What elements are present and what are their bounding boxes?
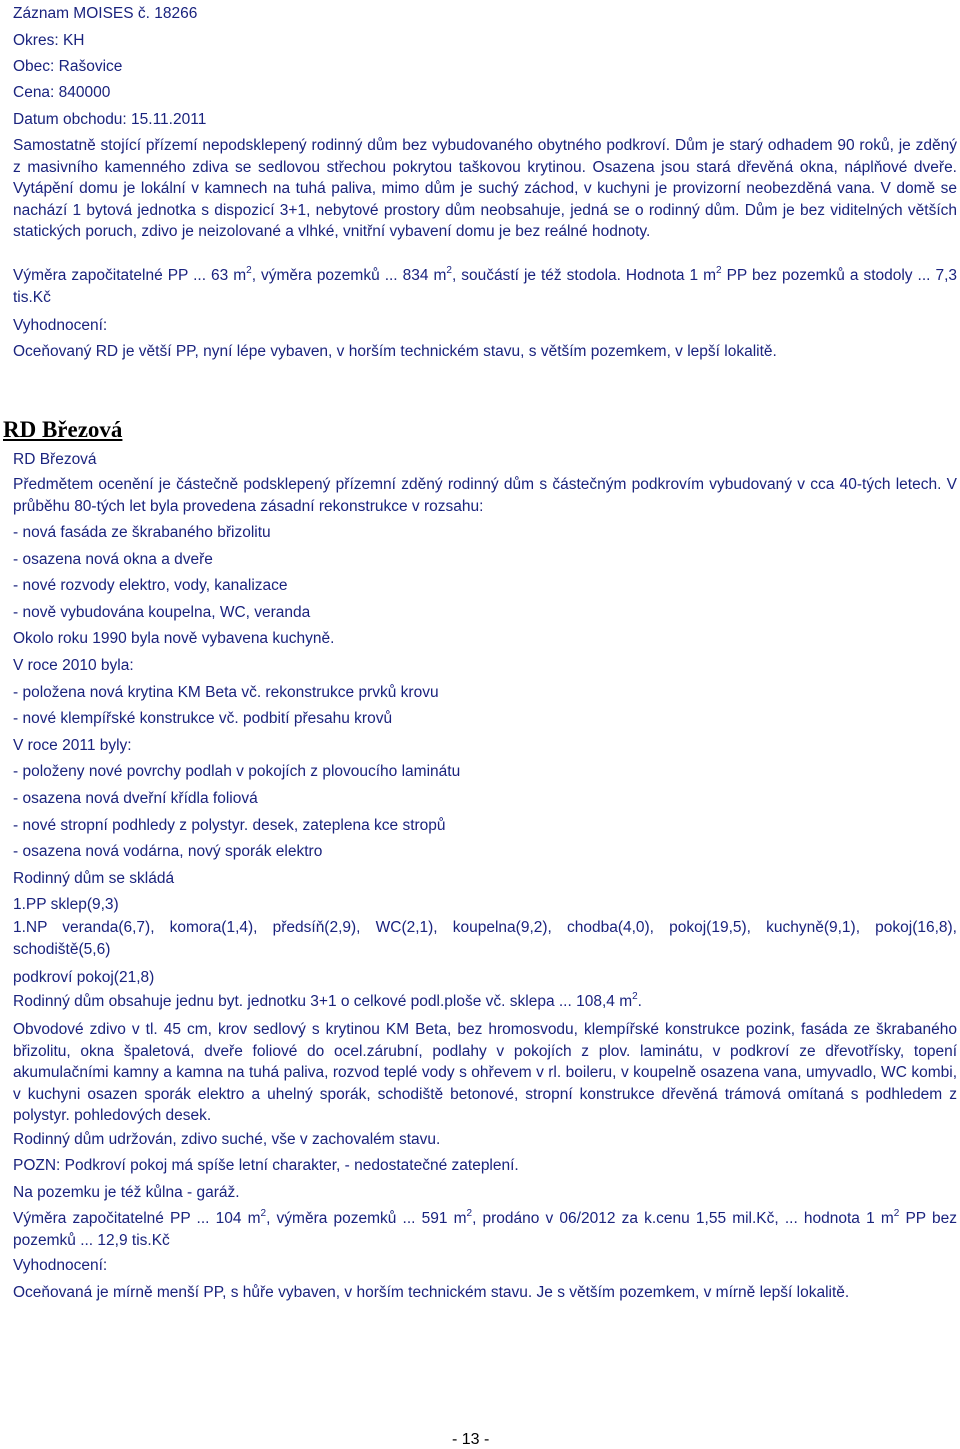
section-area <box>13 1208 957 1251</box>
list-item: - položena nová krytina KM Beta vč. rekonstrukce prvků krovu <box>13 683 439 701</box>
section-subheading: RD Březová <box>13 451 97 468</box>
record-area-d: PP bez pozemků a stodoly ... 7,3 tis.Kč <box>13 267 957 306</box>
record-trade-date: Datum obchodu: 15.11.2011 <box>13 111 207 128</box>
section-area-c: , prodáno v 06/2012 za k.cenu 1,55 mil.Kč, ... hodnota 1 m <box>472 1210 894 1227</box>
record-area-c: , součástí je též stodola. Hodnota 1 m <box>451 267 717 284</box>
list-item: Okolo roku 1990 byla nově vybavena kuchyně. <box>13 630 335 648</box>
attic-note: POZN: Podkroví pokoj má spíše letní charakter, - nedostatečné zateplení. <box>13 1157 519 1174</box>
list-item: V roce 2011 byly: <box>13 736 132 754</box>
unit-contains-text: Rodinný dům obsahuje jednu byt. jednotku 3+1 o celkové podl.ploše vč. sklepa ... 108,4 m <box>13 993 633 1010</box>
record-sup-3: 2 <box>716 264 722 276</box>
record-description: Samostatně stojící přízemí nepodsklepený rodinný dům bez vybudovaného obytného podkroví. Dům je starý odhadem 90 roků, je zděný z masivního kamenného zdiva se sedlovou střechou pokrytou taškovou krytinou. Osazena jsou stará dřevěná okna, náplňové dveře. Vytápění domu je lokální v kamnech na tuhá paliva, mimo dům je suchý záchod, v kuchyni je provizorní neobezděná vana. V domě se nachází 1 bytová jednotka s dispozicí 3+1, nebytové prostory dům neobsahuje, jedná se o rodinný dům. Dům je bez viditelných větších statických poruch, zdivo je neizolované a vlhké, vnitřní vybavení domu je bez reálné hodnoty. <box>13 137 957 240</box>
list-item: - osazena nová vodárna, nový sporák elektro <box>13 843 323 861</box>
list-item: - osazena nová okna a dveře <box>13 550 213 568</box>
page-number: - 13 - <box>452 1431 490 1448</box>
record-price: Cena: 840000 <box>13 84 111 101</box>
record-title: Záznam MOISES č. 18266 <box>13 5 198 22</box>
list-item: Rodinný dům se skládá <box>13 869 175 887</box>
section-area-b: , výměra pozemků ... 591 m <box>266 1210 467 1227</box>
record-area <box>13 265 957 308</box>
section-intro: Předmětem ocenění je částečně podsklepený přízemní zděný rodinný dům s částečným podkrovím vybudovaný v cca 40-tých letech. V průběhu 80-tých let byla provedena zásadní rekonstrukce v rozsahu: <box>13 476 957 515</box>
list-item: 1.PP sklep(9,3) <box>13 896 119 914</box>
section-sup-3: 2 <box>893 1207 900 1219</box>
list-item: V roce 2010 byla: <box>13 657 134 674</box>
record-evaluation-label: Vyhodnocení: <box>13 317 108 334</box>
record-area-b: , výměra pozemků ... 834 m <box>251 267 447 284</box>
shed-note: Na pozemku je též kůlna - garáž. <box>13 1184 240 1201</box>
record-evaluation: Oceňovaný RD je větší PP, nyní lépe vybaven, v horším technickém stavu, s větším pozemkem, v lepší lokalitě. <box>13 343 777 360</box>
unit-contains <box>13 992 642 1012</box>
section-sup-1: 2 <box>260 1207 267 1219</box>
record-area-a: Výměra započitatelné PP ... 63 m <box>13 267 247 284</box>
list-item: - osazena nová dveřní křídla foliová <box>13 790 258 807</box>
record-sup-1: 2 <box>246 264 252 276</box>
attic-rooms: podkroví pokoj(21,8) <box>13 969 155 986</box>
section-sup-2: 2 <box>466 1207 473 1219</box>
list-item: - nová fasáda ze škrabaného břizolitu <box>13 524 271 541</box>
section-area-d: PP bez pozemků ... 12,9 tis.Kč <box>13 1210 957 1249</box>
list-item: - položeny nové povrchy podlah v pokojích z plovoucího laminátu <box>13 763 461 781</box>
record-district: Okres: KH <box>13 32 85 49</box>
section-heading: RD Březová <box>3 417 123 442</box>
list-item: - nové rozvody elektro, vody, kanalizace <box>13 577 288 595</box>
section-area-a: Výměra započitatelné PP ... 104 m <box>13 1210 261 1227</box>
section-evaluation: Oceňovaná je mírně menší PP, s hůře vybaven, v horším technickém stavu. Je s větším pozemkem, v mírně lepší lokalitě. <box>13 1284 850 1301</box>
record-sup-2: 2 <box>446 264 452 276</box>
list-item: - nové stropní podhledy z polystyr. desek, zateplena kce stropů <box>13 816 446 834</box>
list-item: - nové klempířské konstrukce vč. podbití přesahu krovů <box>13 710 393 728</box>
unit-sup: 2 <box>632 990 638 1002</box>
first-floor-rooms: 1.NP veranda(6,7), komora(1,4), předsíň(2,9), WC(2,1), koupelna(9,2), chodba(4,0), pokoj(19,5), kuchyně(9,1), pokoj(16,8), schodiště(5,6) <box>13 919 957 958</box>
construction-description: Obvodové zdivo v tl. 45 cm, krov sedlový s krytinou KM Beta, bez hromosvodu, klempířské konstrukce pozink, fasáda ze škrabaného břizolitu, okna špaletová, dveře foliové do ocel.zárubní, podlahy v pokojích z plov. laminátu, v podkroví ze dřevotřísky, topení akumulačními kamny a kamna na tuhá paliva, rozvod teplé vody s ohřevem v rl. boileru, v koupelně osazena vana, umyvadlo, WC kombi, v kuchyni osazen sporák elektro a uhelný sporák, schodiště betonové, stropní konstrukce dřevěná trámová omítaná s podhledem z polystyr. pohledových desek. <box>13 1021 957 1124</box>
list-item: - nově vybudována koupelna, WC, veranda <box>13 603 311 621</box>
unit-contains-end: . <box>637 993 642 1010</box>
maintenance-note: Rodinný dům udržován, zdivo suché, vše v zachovalém stavu. <box>13 1131 441 1148</box>
record-municipality: Obec: Rašovice <box>13 58 123 75</box>
section-evaluation-label: Vyhodnocení: <box>13 1257 108 1274</box>
